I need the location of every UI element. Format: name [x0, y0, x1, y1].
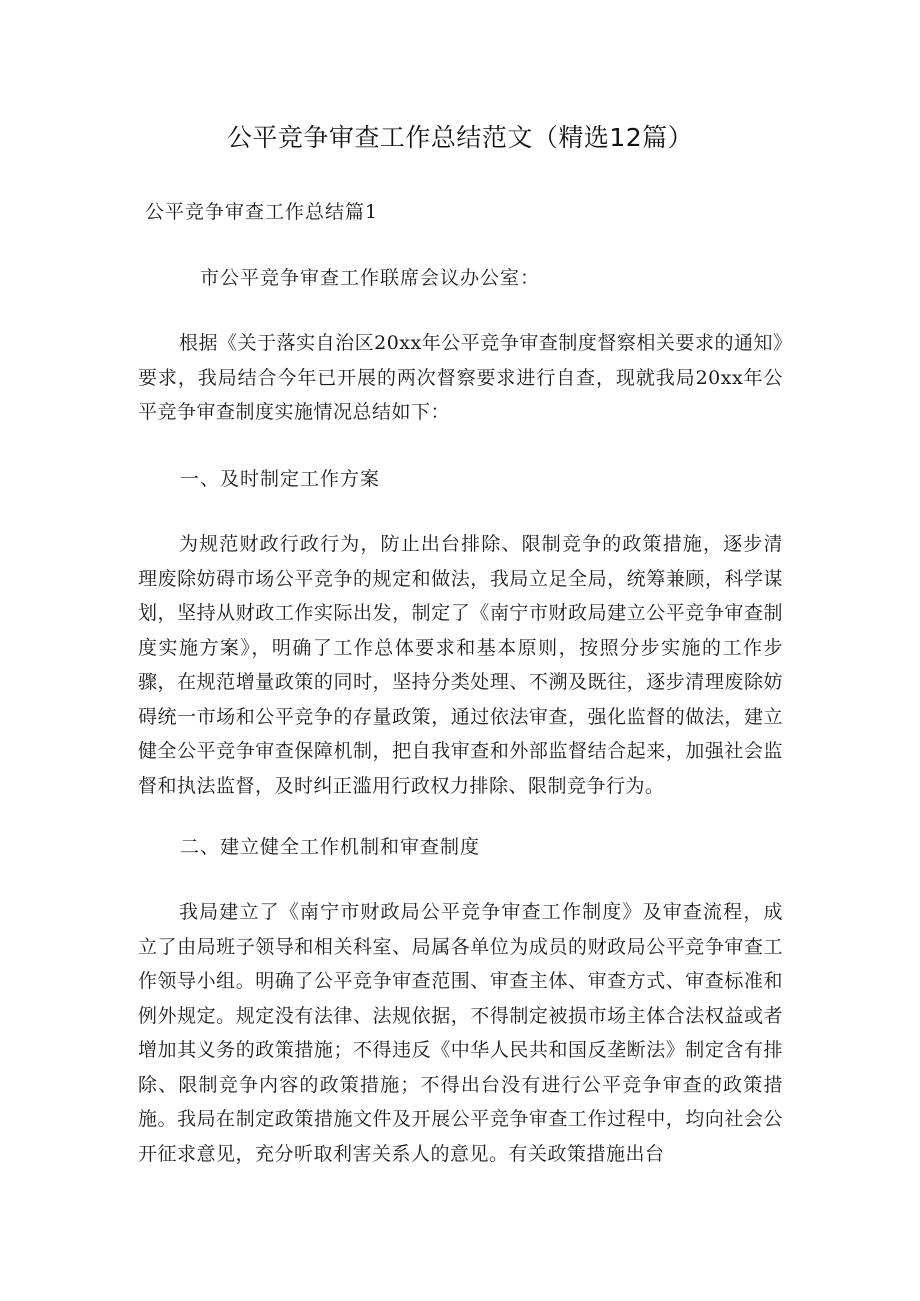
paragraph-work-plan: 为规范财政行政行为，防止出台排除、限制竞争的政策措施，逐步清理废除妨碍市场公平竞争的规定和做法，我局立足全局，统筹兼顾，科学谋划，坚持从财政工作实际出发，制定了《南宁市财政局建立公平竞争审查制度实施方案》，明确了工作总体要求和基本原则，按照分步实施的工作步骤，在规范增量政策的同时，坚持分类处理、不溯及既往，逐步清理废除妨碍统一市场和公平竞争的存量政策，通过依法审查，强化监督的做法，建立健全公平竞争审查保障机制，把自我审查和外部监督结合起来，加强社会监督和执法监督，及时纠正滥用行政权力排除、限制竞争行为。 [138, 533, 783, 797]
paragraph-mechanism: 我局建立了《南宁市财政局公平竞争审查工作制度》及审查流程，成立了由局班子领导和相关科室、局属各单位为成员的财政局公平竞争审查工作领导小组。明确了公平竞争审查范围、审查主体、审查方式、审查标准和例外规定。规定没有法律、法规依据，不得制定被损市场主体合法权益或者增加其义务的政策措施；不得违反《中华人民共和国反垄断法》制定含有排除、限制竞争内容的政策措施；不得出台没有进行公平竞争审查的政策措施。我局在制定政策措施文件及开展公平竞争审查工作过程中，均向社会公开征求意见，充分听取利害关系人的意见。有关政策措施出台 [138, 901, 783, 1165]
salutation: 市公平竞争审查工作联席会议办公室： [200, 267, 541, 289]
paragraph-intro: 根据《关于落实自治区20xx年公平竞争审查制度督察相关要求的通知》要求，我局结合今年已开展的两次督察要求进行自查，现就我局20xx年公平竞争审查制度实施情况总结如下： [138, 332, 783, 423]
section-heading: 公平竞争审查工作总结篇1 [145, 201, 379, 223]
heading-work-plan: 一、及时制定工作方案 [180, 468, 381, 490]
document-title: 公平竞争审查工作总结范文（精选12篇） [226, 123, 694, 152]
heading-mechanism: 二、建立健全工作机制和审查制度 [180, 836, 481, 858]
